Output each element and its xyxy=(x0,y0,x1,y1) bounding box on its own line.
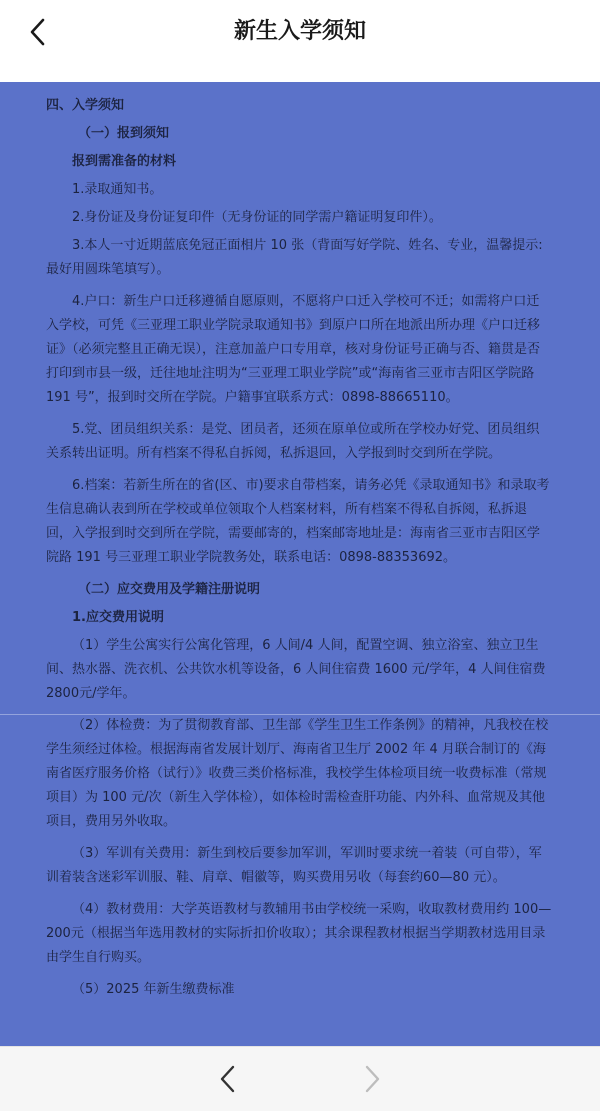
fee-item: （2）体检费：为了贯彻教育部、卫生部《学生卫生工作条例》的精神，凡我校在校学生须经过体检。根据海南省发展计划厅、海南省卫生厅 2002 年 4 月联合制订的《海南省医疗服务价格（试行）》收费三类价格标准，我校学生体检项目统一收费标准（常规项目）为 100 元/次（新生入学体检），如体检时需检查肝功能、内外科、血常规及其他项目，费用另外收取。 xyxy=(46,718,549,829)
fee-item: （3）军训有关费用：新生到校后要参加军训，军训时要求统一着装（可自带），军训着装含迷彩军训服、鞋、肩章、帽徽等，购买费用另收（每套约60—80 元）。 xyxy=(46,846,542,885)
browser-forward-button[interactable] xyxy=(350,1057,394,1101)
material-item: 2.身份证及身份证复印件（无身份证的同学需户籍证明复印件）。 xyxy=(72,210,442,225)
page-title: 新生入学须知 xyxy=(233,19,366,44)
material-item: 5.党、团员组织关系：是党、团员者，还须在原单位或所在学校办好党、团员组织关系转出证明。所有档案不得私自拆阅，私拆退回，入学报到时交到所在学院。 xyxy=(46,422,540,461)
material-item: 4.户口：新生户口迁移遵循自愿原则，不愿将户口迁入学校可不迁；如需将户口迁入学校，可凭《三亚理工职业学院录取通知书》到原户口所在地派出所办理《户口迁移证》（必须完整且正确无误），注意加盖户口专用章，核对身份证号正确与否、籍贯是否打印到市县一级，迁往地址注明为“三亚理工职业学院”或“海南省三亚市吉阳区学院路 191 号”，报到时交所在学院。户籍事宜联系方式：0898-88665110。 xyxy=(46,294,541,405)
image-seam-divider xyxy=(0,714,600,715)
material-item: 3.本人一寸近期蓝底免冠正面相片 10 张（背面写好学院、姓名、专业，温馨提示:最好用圆珠笔填写）。 xyxy=(46,238,543,277)
chevron-left-icon xyxy=(218,1064,238,1094)
subsection-heading: （二）应交费用及学籍注册说明 xyxy=(78,582,261,597)
chevron-right-icon xyxy=(362,1064,382,1094)
material-item: 1.录取通知书。 xyxy=(72,182,163,197)
fee-item: （1）学生公寓实行公寓化管理，6 人间/4 人间，配置空调、独立浴室、独立卫生间、热水器、洗衣机、公共饮水机等设备，6 人间住宿费 1600 元/学年，4 人间住宿费2800元/学年。 xyxy=(46,638,546,701)
fees-heading: 1.应交费用说明 xyxy=(72,610,164,625)
section-heading: 四、入学须知 xyxy=(46,98,125,113)
subsection-heading: （一）报到须知 xyxy=(78,126,170,141)
browser-back-button[interactable] xyxy=(206,1057,250,1101)
top-bar xyxy=(0,0,600,82)
fee-item: （5）2025 年新生缴费标准 xyxy=(72,982,235,997)
material-item: 6.档案：若新生所在的省(区、市)要求自带档案，请务必凭《录取通知书》和录取考生信息确认表到所在学校或单位领取个人档案材料，所有档案不得私自拆阅，私拆退回，入学报到时交到所在学院，需要邮寄的，档案邮寄地址是：海南省三亚市吉阳区学院路 191 号三亚理工职业学院教务处，联系电话：0898-88353692。 xyxy=(46,478,550,565)
document-content xyxy=(0,94,600,1010)
fee-item: （4）教材费用：大学英语教材与教辅用书由学校统一采购，收取教材费用约 100—200元（根据当年选用教材的实际折扣价收取）；其余课程教材根据当学期教材选用目录由学生自行购买。 xyxy=(46,902,552,965)
document-image[interactable] xyxy=(0,82,600,1046)
materials-heading: 报到需准备的材料 xyxy=(72,154,177,169)
bottom-toolbar xyxy=(0,1046,600,1111)
